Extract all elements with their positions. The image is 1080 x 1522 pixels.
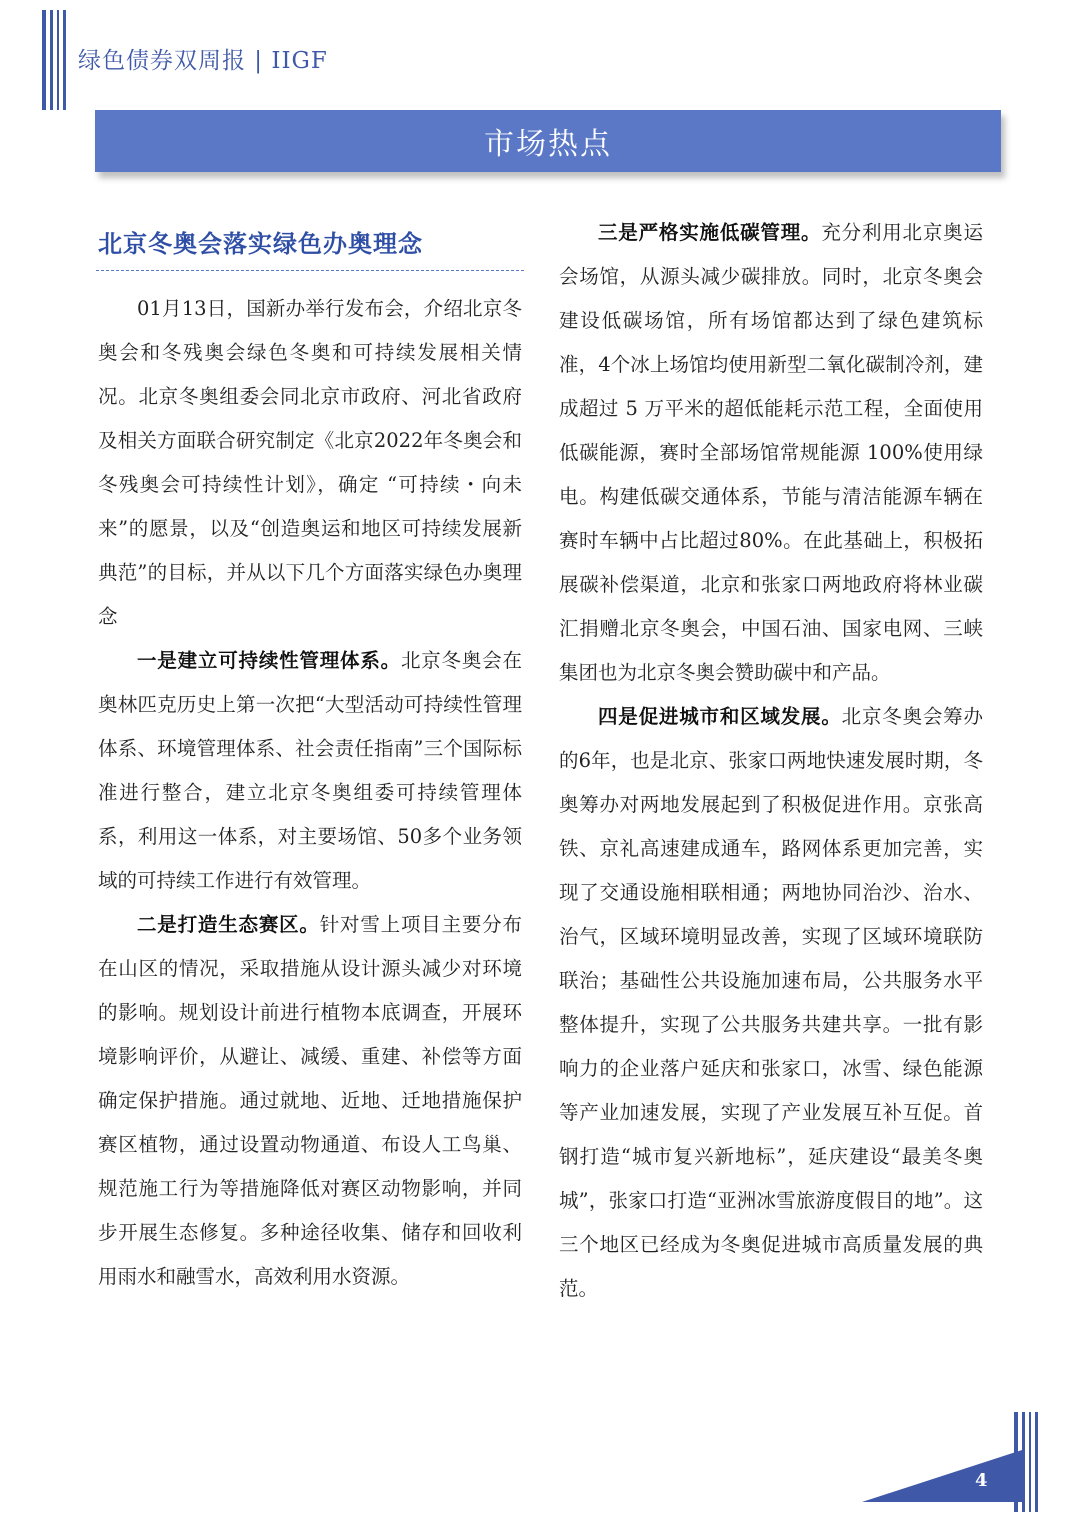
paragraph-3 xyxy=(559,211,983,695)
paragraph-4-lead: 四是促进城市和区域发展。 xyxy=(598,705,842,728)
stripe xyxy=(1035,1412,1038,1512)
paragraph-1-body: 北京冬奥会在奥林匹克历史上第一次把“大型活动可持续性管理体系、环境管理体系、社会责任指南”三个国际标准进行整合，建立北京冬奥组委可持续管理体系，利用这一体系，对主要场馆、50多个业务领域的可持续工作进行有效管理。 xyxy=(98,649,522,892)
section-title: 市场热点 xyxy=(484,127,612,162)
left-column xyxy=(98,287,522,1299)
stripe xyxy=(63,10,66,110)
paragraph-4 xyxy=(559,695,983,1311)
stripe xyxy=(50,10,53,110)
stripe xyxy=(42,10,46,110)
paragraph-4-body: 北京冬奥会筹办的6年，也是北京、张家口两地快速发展时期，冬奥筹办对两地发展起到了积极促进作用。京张高铁、京礼高速建成通车，路网体系更加完善，实现了交通设施相联相通；两地协同治沙、治水、治气，区域环境明显改善，实现了区域环境联防联治；基础性公共设施加速布局，公共服务水平整体提升，实现了公共服务共建共享。一批有影响力的企业落户延庆和张家口，冰雪、绿色能源等产业加速发展，实现了产业发展互补互促。首钢打造“城市复兴新地标”，延庆建设“最美冬奥城”，张家口打造“亚洲冰雪旅游度假目的地”。这三个地区已经成为冬奥促进城市高质量发展的典范。 xyxy=(559,705,983,1300)
page-number-triangle xyxy=(862,1450,1022,1502)
paragraph-1 xyxy=(98,639,522,903)
section-banner xyxy=(95,110,1001,172)
stripe xyxy=(1029,1412,1031,1512)
right-column xyxy=(559,211,983,1311)
article-title: 北京冬奥会落实绿色办奥理念 xyxy=(98,229,423,258)
intro-paragraph: 01月13日，国新办举行发布会，介绍北京冬奥会和冬残奥会绿色冬奥和可持续发展相关情况。北京冬奥组委会同北京市政府、河北省政府及相关方面联合研究制定《北京2022年冬奥会和冬残奥会可持续性计划》，确定 “可持续・向未来”的愿景，以及“创造奥运和地区可持续发展新典范”的目标，并从以下几个方面落实绿色办奥理念 xyxy=(98,297,522,628)
paragraph-3-lead: 三是严格实施低碳管理。 xyxy=(598,221,822,244)
page-number: 4 xyxy=(975,1470,988,1491)
stripe xyxy=(57,10,59,110)
paragraph-2-body: 针对雪上项目主要分布在山区的情况，采取措施从设计源头减少对环境的影响。规划设计前进行植物本底调查，开展环境影响评价，从避让、减缓、重建、补偿等方面确定保护措施。通过就地、近地、迁地措施保护赛区植物，通过设置动物通道、布设人工鸟巢、规范施工行为等措施降低对赛区动物影响，并同步开展生态修复。多种途径收集、储存和回收利用雨水和融雪水，高效利用水资源。 xyxy=(98,913,522,1288)
title-divider xyxy=(96,270,524,271)
paragraph-2 xyxy=(98,903,522,1299)
paragraph-3-body: 充分利用北京奥运会场馆，从源头减少碳排放。同时，北京冬奥会建设低碳场馆，所有场馆都达到了绿色建筑标准，4个冰上场馆均使用新型二氧化碳制冷剂，建成超过 5 万平米的超低能耗示范工程，全面使用低碳能源，赛时全部场馆常规能源 100%使用绿电。构建低碳交通体系，节能与清洁能源车辆在赛时车辆中占比超过80%。在此基础上，积极拓展碳补偿渠道，北京和张家口两地政府将林业碳汇捐赠北京冬奥会，中国石油、国家电网、三峡集团也为北京冬奥会赞助碳中和产品。 xyxy=(559,221,983,684)
stripe xyxy=(1022,1412,1025,1512)
paragraph-2-lead: 二是打造生态赛区。 xyxy=(137,913,320,936)
paragraph-1-lead: 一是建立可持续性管理体系。 xyxy=(137,649,401,672)
report-header-title: 绿色债券双周报 | IIGF xyxy=(78,48,328,74)
header-decoration-stripes xyxy=(42,10,66,110)
